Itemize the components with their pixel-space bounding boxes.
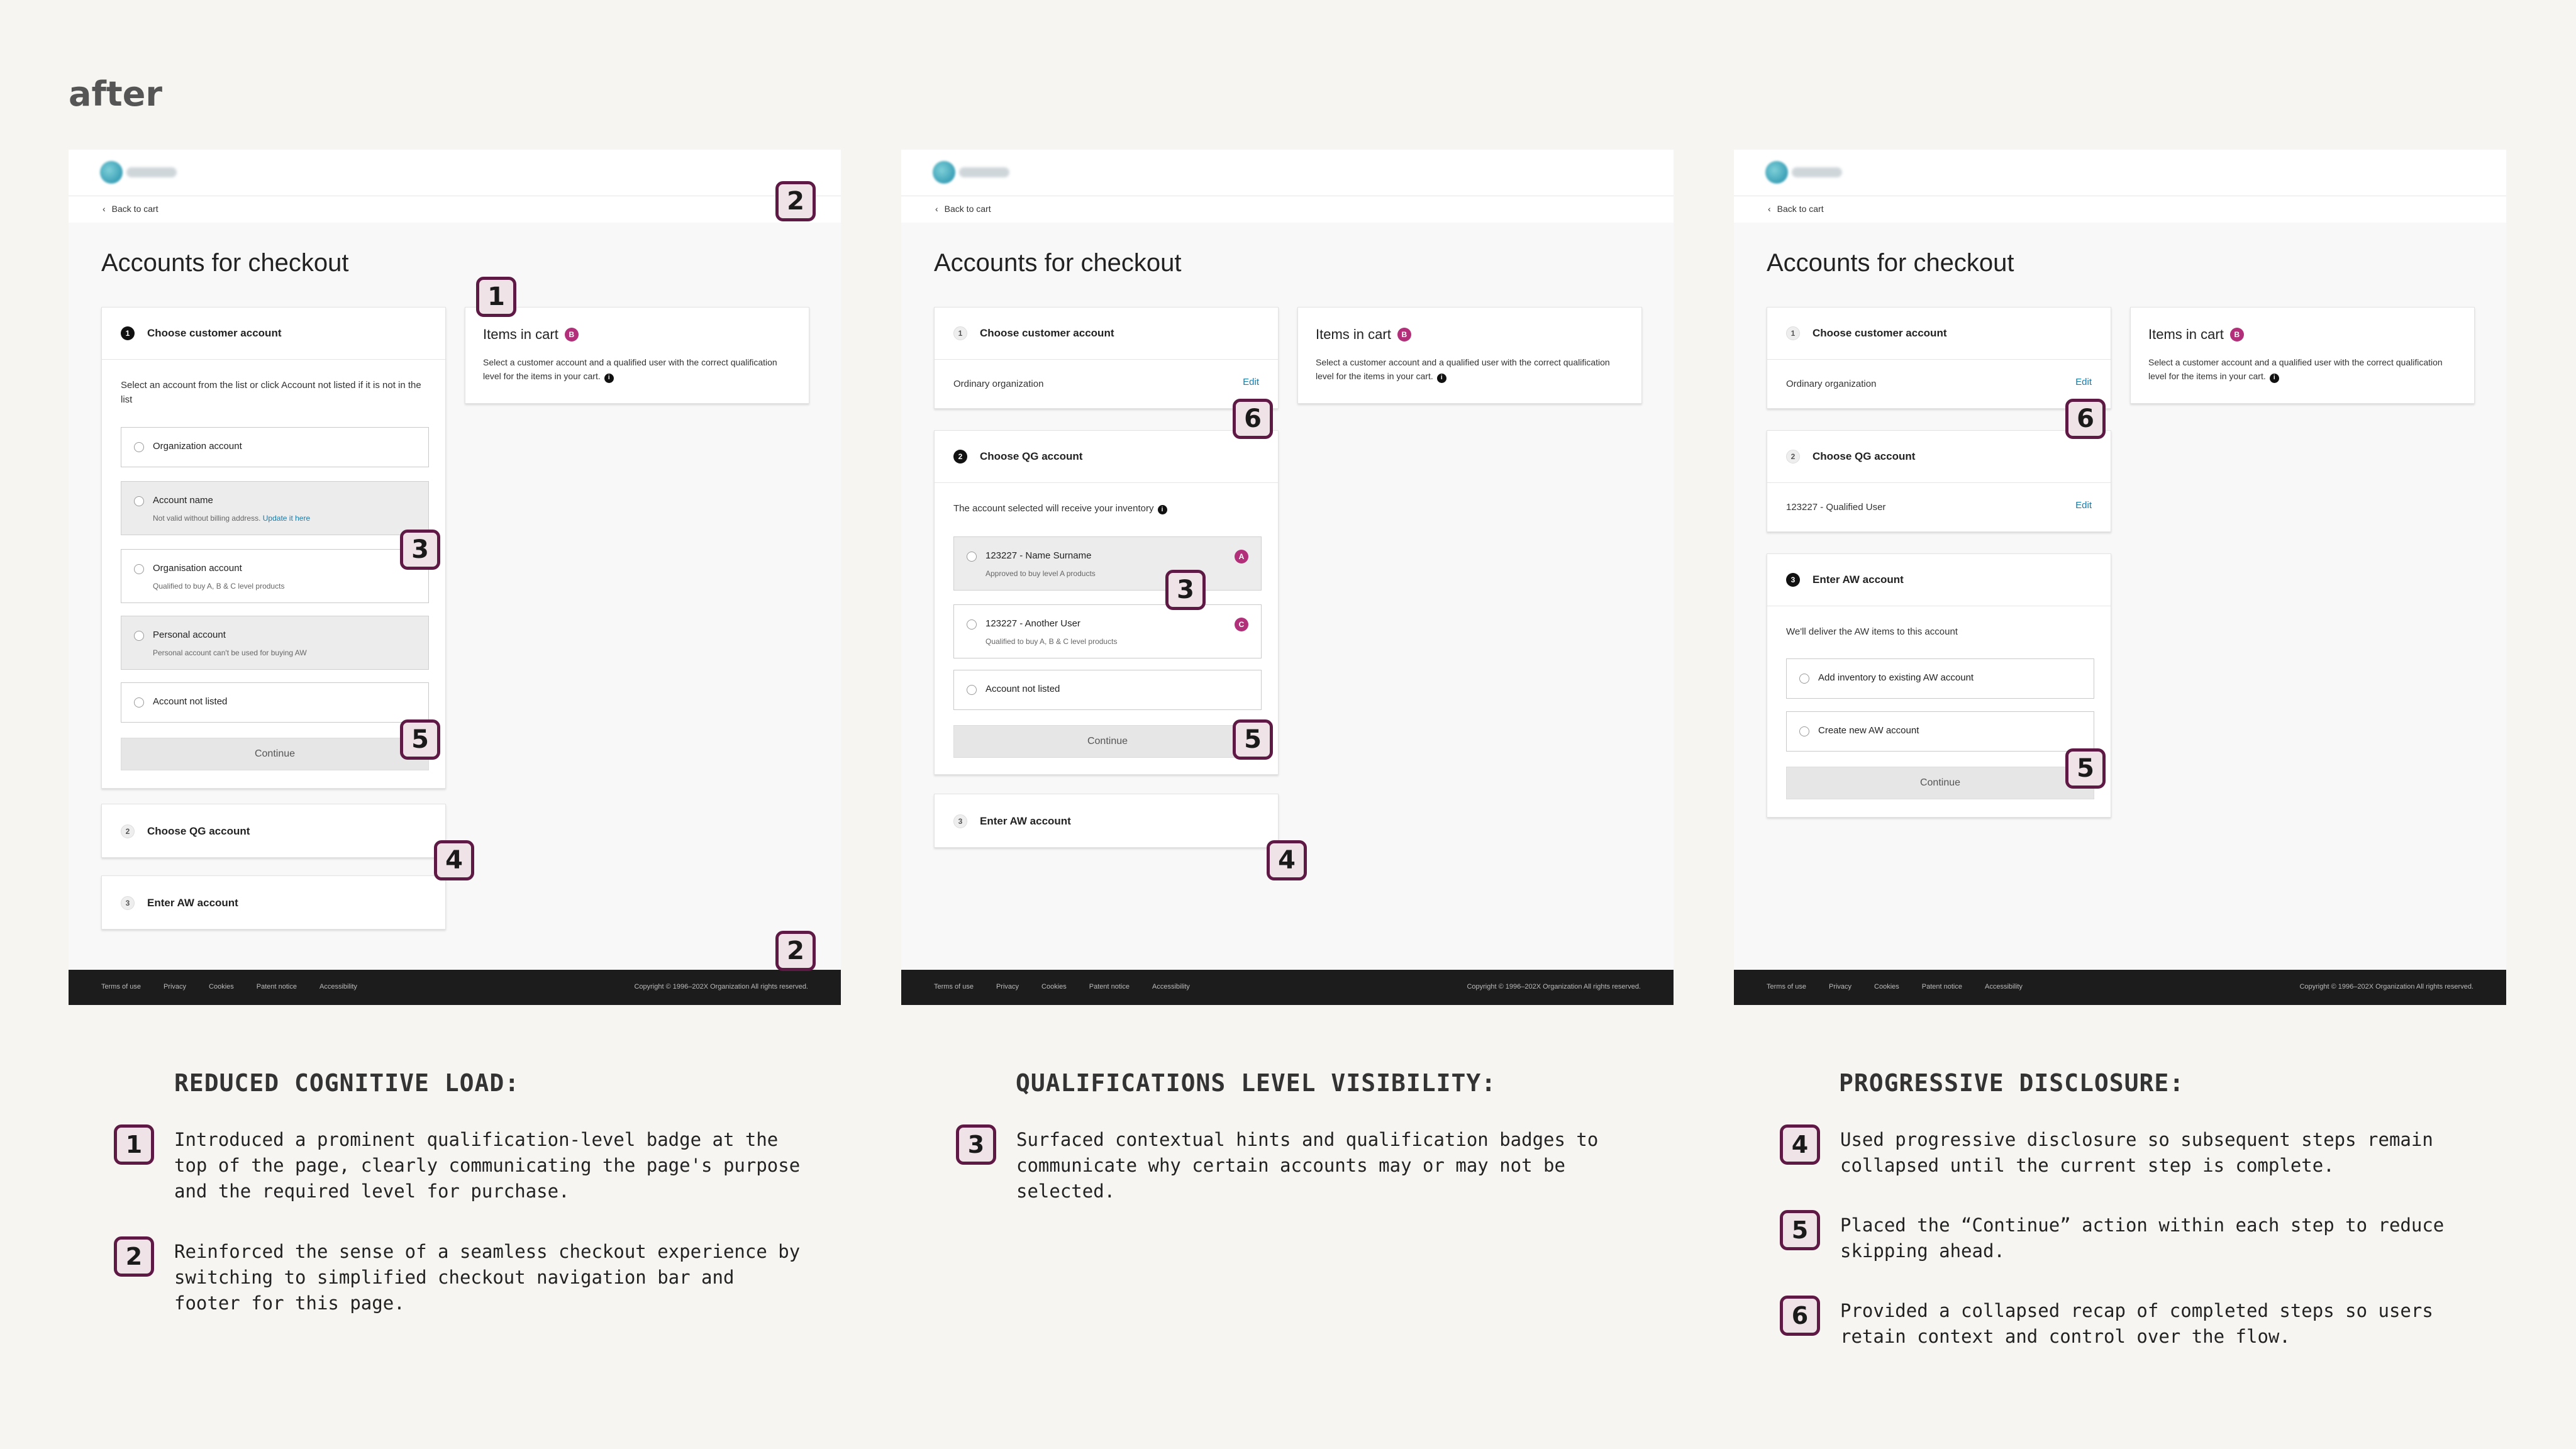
callout-marker: 3 [400,530,440,570]
option-title: Organization account [153,441,242,452]
radio-button[interactable] [967,685,977,695]
annotation-item [114,1127,809,1204]
copyright: Copyright © 1996–202X Organization All rights reserved. [2299,983,2473,991]
step-header[interactable] [1786,554,1904,606]
callout-marker: 1 [476,277,516,317]
callout-marker: 4 [434,840,474,880]
company-logo[interactable] [100,161,182,184]
step-card-customer-account-recap [1767,307,2111,409]
edit-link[interactable]: Edit [2075,500,2092,511]
recap-value: Ordinary organization [1786,379,1877,389]
annotation-text: Surfaced contextual hints and qualification badges to communicate why certain accounts may or may not be selected. [1016,1129,1599,1202]
step-header[interactable] [953,308,1114,359]
heading: Accounts for checkout [101,249,349,277]
aw-option[interactable] [1786,711,2094,752]
callout-marker: 5 [400,719,440,760]
annotation-number: 5 [1780,1210,1820,1250]
annotation-number: 2 [114,1236,154,1277]
qualification-badge: C [1235,618,1248,631]
step-card-aw-account[interactable] [101,875,446,930]
radio-button[interactable] [134,697,144,708]
chevron-left-icon: ‹ [1768,204,1771,214]
qualification-badge: B [1397,328,1411,341]
screen-step-3 [1734,150,2506,1005]
edit-link[interactable]: Edit [2075,377,2092,387]
account-option-disabled [121,616,429,670]
annotation-number: 1 [114,1124,154,1165]
annotation-text: Used progressive disclosure so subsequent steps remain collapsed until the current step is complete. [1840,1129,2433,1176]
option-title: Account not listed [153,696,228,707]
step-number: 1 [121,326,135,340]
radio-button [967,552,977,562]
footer-link[interactable]: Patent notice [1921,983,1962,991]
step-card-qg-account [934,430,1279,775]
info-icon[interactable]: i [2270,374,2279,383]
sub-nav [901,196,1674,223]
step-instructions: We'll deliver the AW items to this account [1786,626,1958,637]
continue-button[interactable]: Continue [1786,767,2094,799]
option-title: Organisation account [153,563,242,574]
back-to-cart-link[interactable] [1768,204,1824,214]
option-hint: Not valid without billing address. Update it here [153,514,311,523]
step-number: 3 [1786,573,1800,587]
cart-description: Select a customer account and a qualified user with the correct qualification level for the items in your cart. i [1316,355,1624,383]
sub-nav [69,196,841,223]
footer-link[interactable]: Accessibility [319,983,357,991]
step-number: 1 [953,326,967,340]
chevron-left-icon: ‹ [103,204,106,214]
footer-link[interactable]: Cookies [209,983,234,991]
step-card-aw-account[interactable] [934,794,1279,848]
items-in-cart-card [1297,307,1642,404]
qg-option[interactable] [953,604,1262,658]
annotation-item [114,1239,809,1316]
info-icon[interactable]: i [604,374,614,383]
option-title: 123227 - Name Surname [985,550,1092,561]
qg-option[interactable] [953,670,1262,710]
option-title: Add inventory to existing AW account [1818,672,1974,683]
step-card-customer-account [101,307,446,789]
step-card-aw-account [1767,553,2111,818]
continue-button[interactable]: Continue [121,738,429,770]
option-title: Personal account [153,630,226,640]
aw-option[interactable] [1786,658,2094,699]
back-to-cart-link[interactable] [103,204,158,214]
back-to-cart-link[interactable] [935,204,991,214]
annotation-text: Introduced a prominent qualification-level badge at the top of the page, clearly communicating the page's purpose and the required level for purchase. [174,1129,801,1202]
option-hint: Approved to buy level A products [985,569,1096,578]
step-header[interactable] [1786,431,1915,482]
chevron-left-icon: ‹ [935,204,938,214]
edit-link[interactable]: Edit [1243,377,1259,387]
callout-marker: 5 [1233,719,1273,760]
step-label: Enter AW account [147,897,238,909]
cart-title-row [1316,326,1411,343]
account-option-disabled [121,481,429,535]
step-header[interactable] [1786,308,1947,359]
step-number: 2 [121,824,135,838]
annotation-text: Provided a collapsed recap of completed steps so users retain context and control over the flow. [1840,1300,2433,1347]
radio-button[interactable] [1799,726,1809,736]
footer-link[interactable]: Privacy [996,983,1019,991]
annotation-heading: QUALIFICATIONS LEVEL VISIBILITY: [1016,1069,1497,1097]
footer-link[interactable]: Terms of use [934,983,974,991]
checkout-nav-bar [69,150,841,196]
step-number: 2 [1786,450,1800,464]
sub-nav [1734,196,2506,223]
heading: Accounts for checkout [1767,249,2014,277]
update-link[interactable]: Update it here [262,514,311,523]
step-number: 1 [1786,326,1800,340]
step-instructions: Select an account from the list or click Account not listed if it is not in the list [121,380,421,405]
annotation-number: 6 [1780,1296,1820,1336]
items-in-cart-card [2130,307,2475,404]
cart-description: Select a customer account and a qualified user with the correct qualification level for the items in your cart. i [483,355,791,383]
copyright: Copyright © 1996–202X Organization All rights reserved. [634,983,808,991]
footer-links [934,983,1190,991]
step-card-customer-account-recap [934,307,1279,409]
page-title: after [69,74,163,114]
annotation-heading: REDUCED COGNITIVE LOAD: [174,1069,520,1097]
callout-marker: 6 [1233,399,1273,439]
callout-marker: 6 [2065,399,2106,439]
cart-title: Items in cart [1316,326,1391,342]
annotation-item [956,1127,1652,1204]
copyright: Copyright © 1996–202X Organization All rights reserved. [1467,983,1641,991]
step-label: Choose QG account [147,825,250,837]
qualification-badge: B [565,328,579,341]
qualification-badge: B [2230,328,2244,341]
step-label: Enter AW account [1813,574,1904,586]
option-hint: Personal account can't be used for buying AW [153,648,307,657]
footer-link[interactable]: Cookies [1874,983,1899,991]
radio-button[interactable] [1799,674,1809,684]
annotation-number: 3 [956,1124,996,1165]
footer-links [101,983,357,991]
annotation-text: Placed the “Continue” action within each step to reduce skipping ahead. [1840,1214,2445,1262]
footer-links [1767,983,2023,991]
back-label: Back to cart [944,204,991,214]
radio-button [134,631,144,641]
footer-link[interactable]: Accessibility [1985,983,2023,991]
option-title: 123227 - Another User [985,618,1080,629]
back-label: Back to cart [1777,204,1824,214]
radio-button[interactable] [134,564,144,574]
cart-title-row [2148,326,2244,343]
checkout-footer [901,970,1674,1005]
qualification-badge: A [1235,550,1248,564]
recap-value: Ordinary organization [953,379,1044,389]
step-label: Choose customer account [147,327,282,339]
checkout-footer [1734,970,2506,1005]
radio-button [134,496,144,506]
option-title: Account not listed [985,684,1060,694]
checkout-nav-bar [901,150,1674,196]
footer-link[interactable]: Terms of use [1767,983,1806,991]
cart-title: Items in cart [483,326,558,342]
info-icon[interactable]: i [1437,374,1446,383]
step-label: Enter AW account [980,815,1071,827]
checkout-nav-bar [1734,150,2506,196]
option-title: Account name [153,495,213,506]
option-title: Create new AW account [1818,725,1919,736]
step-header[interactable] [121,308,282,359]
step-label: Choose customer account [1813,327,1947,339]
account-option[interactable] [121,549,429,603]
company-logo[interactable] [1765,161,1847,184]
account-option[interactable] [121,427,429,467]
checkout-footer [69,970,841,1005]
step-card-qg-account[interactable] [101,804,446,858]
option-hint: Qualified to buy A, B & C level products [153,582,285,591]
step-header[interactable] [953,431,1082,482]
annotation-text: Reinforced the sense of a seamless checkout experience by switching to simplified checkout navigation bar and footer for this page. [174,1241,801,1314]
callout-marker: 5 [2065,748,2106,789]
footer-link[interactable]: Cookies [1041,983,1067,991]
cart-description: Select a customer account and a qualified user with the correct qualification level for the items in your cart. i [2148,355,2457,383]
footer-link[interactable]: Privacy [1828,983,1852,991]
footer-link[interactable]: Privacy [163,983,187,991]
step-label: Choose QG account [980,450,1083,462]
annotation-item [1780,1213,2475,1264]
recap-value: 123227 - Qualified User [1786,502,1886,513]
company-logo[interactable] [933,161,1014,184]
footer-link[interactable]: Accessibility [1152,983,1190,991]
back-label: Back to cart [111,204,158,214]
callout-marker: 2 [775,181,816,221]
items-in-cart-card [465,307,809,404]
radio-button[interactable] [134,442,144,452]
callout-marker: 2 [775,931,816,971]
heading: Accounts for checkout [934,249,1182,277]
callout-marker: 4 [1267,840,1307,880]
step-number: 3 [953,814,967,828]
info-icon[interactable]: i [1158,505,1167,514]
step-number: 2 [953,450,967,464]
cart-title: Items in cart [2148,326,2224,342]
step-instructions: The account selected will receive your inventory i [953,501,1167,516]
qg-option-disabled [953,536,1262,591]
step-card-qg-account-recap [1767,430,2111,532]
annotation-item [1780,1127,2475,1179]
footer-link[interactable]: Patent notice [256,983,297,991]
annotation-heading: PROGRESSIVE DISCLOSURE: [1839,1069,2185,1097]
cart-title-row [483,326,579,343]
step-label: Choose QG account [1813,450,1916,462]
footer-link[interactable]: Patent notice [1089,983,1130,991]
annotation-item [1780,1298,2475,1350]
step-label: Choose customer account [980,327,1114,339]
step-number: 3 [121,896,135,910]
option-hint: Qualified to buy A, B & C level products [985,637,1118,646]
radio-button[interactable] [967,619,977,630]
continue-button[interactable]: Continue [953,725,1262,758]
account-option[interactable] [121,682,429,723]
annotation-number: 4 [1780,1124,1820,1165]
footer-link[interactable]: Terms of use [101,983,141,991]
callout-marker: 3 [1165,570,1206,610]
